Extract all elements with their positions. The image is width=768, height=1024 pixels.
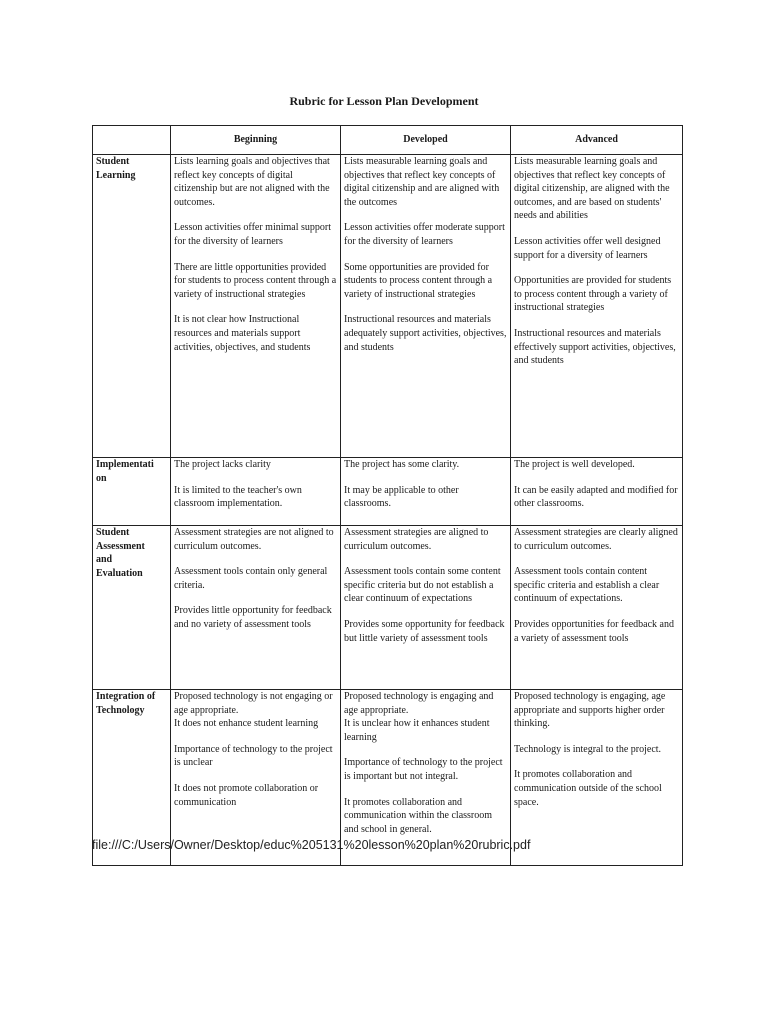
cell-paragraph: Provides some opportunity for feedback but little variety of assessment tools [344,618,505,644]
cell-paragraph: Assessment strategies are not aligned to curriculum outcomes. [174,527,334,552]
cell-paragraph: Opportunities are provided for students to process content through a variety of instructional strategies [514,275,672,314]
cell-paragraph: Lists measurable learning goals and objectives that reflect key concepts of digital citizenship and are aligned with the outcomes [344,156,500,208]
cell-beginning [171,458,341,526]
cell-paragraph: It promotes collaboration and communication within the classroom and school in general. [344,796,493,835]
file-path-footer: file:///C:/Users/Owner/Desktop/educ%205131%20lesson%20plan%20rubric.pdf [92,838,531,852]
cell-paragraph: It promotes collaboration and communication outside of the school space. [514,769,662,808]
cell-paragraph: Lesson activities offer moderate support for the diversity of learners [344,222,505,247]
cell-paragraph: Instructional resources and materials effectively support activities, objectives, and students [514,327,676,367]
cell-paragraph: Provides little opportunity for feedback and no variety of assessment tools [174,605,332,630]
cell-paragraph: Provides opportunities for feedback and a variety of assessment tools [514,618,674,644]
cell-paragraph: The project lacks clarity [174,459,271,470]
row-label-text: Student Assessment and Evaluation [96,527,145,579]
cell-paragraph: Importance of technology to the project is important but not integral. [344,757,503,782]
row-label-text: Student Learning [96,156,136,181]
cell-paragraph: It is unclear how it enhances student learning [344,718,490,743]
cell-paragraph: Importance of technology to the project is unclear [174,743,333,769]
cell-advanced [511,690,683,866]
cell-paragraph: It is not clear how Instructional resources and materials support activities, objectives, and students [174,314,311,353]
cell-paragraph: The project is well developed. [514,459,635,470]
cell-paragraph: It may be applicable to other classrooms. [344,484,459,510]
header-advanced: Advanced [511,126,683,155]
cell-developed [341,526,511,690]
cell-paragraph: Technology is integral to the project. [514,743,662,755]
cell-beginning [171,526,341,690]
cell-beginning [171,155,341,458]
header-developed: Developed [341,126,511,155]
document-title: Rubric for Lesson Plan Development [289,94,479,108]
cell-paragraph: Assessment tools contain only general criteria. [174,566,328,591]
cell-advanced [511,458,683,526]
row-student-learning [93,155,683,458]
cell-paragraph: Instructional resources and materials adequately support activities, objectives, and students [344,314,507,353]
cell-paragraph: It can be easily adapted and modified for other classrooms. [514,484,678,510]
cell-paragraph: Lists measurable learning goals and objectives that reflect key concepts of digital citizenship, are aligned with the outcomes, and are based on students' needs and abilities [514,156,670,222]
cell-paragraph: It does not promote collaboration or communication [174,782,319,808]
cell-advanced [511,155,683,458]
cell-paragraph: It does not enhance student learning [174,718,319,730]
row-label-text: Implementation [96,459,154,484]
cell-paragraph: Proposed technology is engaging and age appropriate. [344,691,494,716]
cell-paragraph: Lesson activities offer minimal support for the diversity of learners [174,222,332,247]
cell-developed [341,155,511,458]
cell-developed [341,458,511,526]
rubric-table [92,125,683,866]
row-student-assessment [93,526,683,690]
header-beginning: Beginning [171,126,341,155]
row-label-text: Integration of Technology [96,691,156,716]
cell-paragraph: It is limited to the teacher's own classroom implementation. [174,484,302,510]
cell-paragraph: Assessment tools contain content specific criteria and establish a clear continuum of expectations. [514,566,660,605]
cell-paragraph: Assessment strategies are clearly aligned to curriculum outcomes. [514,527,678,552]
row-implementation [93,458,683,526]
header-row [93,126,683,155]
cell-paragraph: Lists learning goals and objectives that reflect key concepts of digital citizenship but are not aligned with the outcomes. [174,156,330,208]
cell-paragraph: Lesson activities offer well designed support for a diversity of learners [514,235,661,261]
row-label [93,458,171,526]
cell-paragraph: Some opportunities are provided for students to process content through a variety of instructional strategies [344,261,493,300]
cell-paragraph: There are little opportunities provided for students to process content through a variety of instructional strategies [174,261,337,300]
row-label [93,155,171,458]
cell-advanced [511,526,683,690]
cell-paragraph: The project has some clarity. [344,459,460,470]
cell-paragraph: Proposed technology is engaging, age appropriate and supports higher order thinking. [514,691,666,730]
row-label [93,526,171,690]
header-corner [93,126,171,155]
cell-paragraph: Assessment strategies are aligned to curriculum outcomes. [344,527,489,552]
cell-paragraph: Proposed technology is not engaging or age appropriate. [174,691,333,716]
cell-paragraph: Assessment tools contain some content specific criteria but do not establish a clear continuum of expectations [344,566,501,605]
